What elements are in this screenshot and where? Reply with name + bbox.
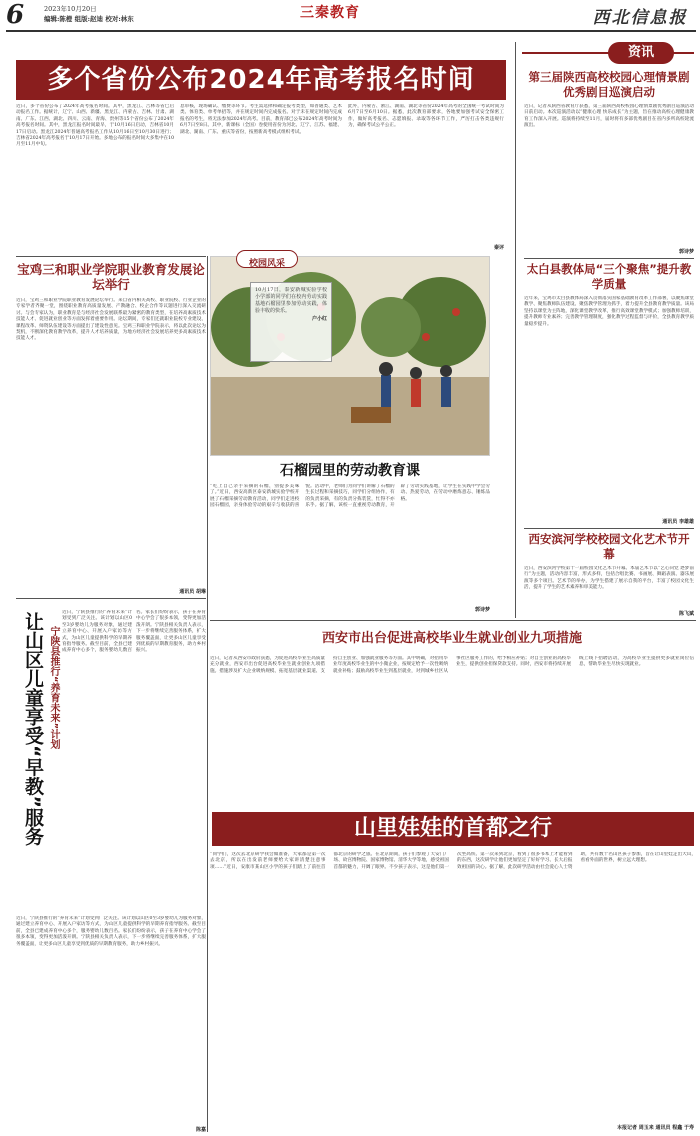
ningshan-signature: 陈嘉: [195, 1127, 206, 1133]
logo-text: 西北信息报: [592, 7, 688, 28]
divider: [210, 620, 696, 621]
page-number: 6: [6, 0, 25, 30]
photo-caption: 10月17日，泰安新城实验学校小学部的同学们在校内劳动实践基地石榴园里参加劳动实践，体验丰收的快乐。: [255, 287, 327, 314]
news-item3-signature: 陈飞斌: [678, 611, 694, 617]
shiliu-title: 石榴园里的劳动教育课: [280, 463, 420, 479]
photo-credit: 户小红: [311, 316, 327, 322]
baoji-body: 近日，宝鸡三和职业学院职业教育发展论坛举行。来自省内相关高校、职业院校、行业企业的专家学者齐聚一堂，围绕职业教育高质量发展、产教融合、校企合作等议题进行深入交流研讨。与会专家认为，职业教育是与经济社会发展联系最为紧密的教育类型，在培养高素质技术技能人才、促进就业创业等方面发挥着重要作用。论坛期间，专家们还就职业院校专业建设、课程改革、师资队伍建设等方面提出了建设性意见。宝鸡三和职业学院表示，将以此次论坛为契机，不断深化教育教学改革，提升人才培养质量，为地方经济社会发展培养更多高素质技术技能人才。: [16, 298, 206, 342]
column-rule: [515, 42, 516, 618]
divider: [16, 256, 206, 257]
lead-col-3: 此外，内蒙古、浙江、湖南、湖北等省份2024年高考的全国统一考试时间为6月7日至6月10日。据悉，此次教育部要求，各地要加强考试安全保密工作，做好高考报名、志愿填报、录取等各环节工作，严厉打击各类违规行为，确保考试公平公正。: [348, 104, 504, 129]
news-item2-signature: 通讯员 李雄雄: [662, 519, 694, 525]
shanli-body: “同学们，这次去北京研学我会做准备，大家都是第一次去北京，所以在出发前老师要给大家讲清楚注意事项……”近日，安康市某山区小学的孩子们踏上了前往首都北京的研学之旅。在北京期间，孩子们参观了天安门广场、故宫博物院、国家博物馆、清华大学等地，感受祖国首都的魅力，开阔了眼界。不少孩子表示，这是他们第一次坐高铁、第一次来到北京，看到了很多书本上才能看到的东西，这次研学让他们更加坚定了好好学习、长大后报效祖国的决心。据了解，此次研学活动由社会爱心人士资助，共有数十名山区孩子参加，旨在让山里娃走出大山，看看外面的世界，树立远大理想。: [210, 852, 696, 870]
lead-signature: 秦评: [493, 245, 504, 251]
section-title: 三秦教育: [300, 5, 360, 21]
lead-col-1: 近日，多个省份公布了2024年高考报名时间。其中，黑龙江、吉林等省已启动报名工作。据统计，辽宁、山西、新疆、黑龙江、内蒙古、吉林、甘肃、湖南、广东、江西、湖北、四川、云南、青海、贵州等15个省份公布了2024年高考报名时间。其中，黑龙江报名时间最早，于10月16日启动，吉林省10月17日启动。黑龙江2024年普通高考报名工作从10月16日至10月30日进行；吉林省2024年高考报名于10月17日开始。多地公布的报名时间大多集中在10月至11月中旬。: [16, 104, 174, 148]
news-item1-signature: 郭诗梦: [678, 249, 694, 255]
lead-title: 多个省份公布2024年高考报名时间: [47, 65, 475, 95]
divider: [524, 258, 694, 259]
lead-col-2: 息审核，现场确认、缴费等环节。考生需选择和确定报考类型，如普通类、艺术类、体育类、单考单招等，并在规定时间内完成报名。对于未在规定时间内完成报名的考生，将无法参加2024年高考。目前，教育部已公布2024年高考时间为6月7日至8日。其中，新课标（全国）卷使用省份为河北、辽宁、江苏、福建、湖北、湖南、广东、重庆等省份，按照新高考模式组织考试。: [180, 104, 342, 135]
photo-badge: [236, 250, 298, 268]
photo-caption-box: [250, 282, 332, 362]
baoji-signature: 通讯员 胡琳: [179, 589, 206, 595]
ningshan-kicker: 宁陕县推行“养育未来”计划: [48, 626, 59, 750]
news-item1-title: 第三届陕西高校校园心理情景剧优秀剧目巡演启动: [528, 70, 690, 99]
newspaper-logo: [585, 0, 695, 30]
ningshan-body: 近日，宁陕县推行的“养育未来”计划受到广泛关注。该计划以山区0至3岁婴幼儿为服务对象，通过建立养育中心、开展入户家访等方式，为山区儿童提供科学的早期养育指导服务。截至目前，全县已建成养育中心多个，服务婴幼儿数百名。家长们纷纷表示，孩子在养育中心学会了很多本领，变得更加活泼开朗。宁陕县相关负责人表示，下一步将继续完善服务体系，扩大服务覆盖面，让更多山区儿童享受到优质的早期教育服务，助力乡村振兴。: [62, 610, 206, 654]
baoji-title: 宝鸡三和职业学院职业教育发展论坛举行: [17, 262, 205, 292]
news-item3-title: 西安滨河学校校园文化艺术节开幕: [528, 532, 690, 561]
column-rule: [207, 256, 208, 1132]
ningshan-title: 让山区儿童享受“早教”服务: [22, 612, 44, 846]
news-item2-body: 近年来，宝鸡市太白县教体局深入贯彻落实国家基础教育改革工作部署，以聚焦课堂教学、聚焦教师队伍建设、聚焦教学管理为抓手，着力提升全县教育教学质量。该局坚持以课堂为主阵地，深化课堂教学改革，推行高效课堂教学模式；加强教师培训，提升教师专业素养；完善教学管理制度，强化教学过程监督与评价，全县教育教学质量稳步提升。: [524, 296, 694, 327]
xian-body: 近日，记者从西安市政府获悉，为促进高校毕业生高质量充分就业，西安市出台促进高校毕业生就业创业九项措施。措施涉及扩大企业吸纳规模、拓宽基层就业渠道、支持自主创业、加强就业服务等方面。其中明确，对招用毕业年度高校毕业生的中小微企业，按规定给予一次性吸纳就业补贴；鼓励高校毕业生到基层就业，对到城乡社区从事社区服务工作的，给予相应补贴；对自主创业的高校毕业生，提供创业担保贷款支持。同时，西安市将持续开展线上线下招聘活动，为高校毕业生提供更多就业岗位信息，帮助毕业生尽快实现就业。: [210, 656, 694, 674]
photo-badge-text: 校园风采: [248, 259, 285, 269]
news-item1-body: 近日，记者从陕西省教育厅获悉，第三届陕西高校校园心理情景剧优秀剧目巡演活动日前启动。本次巡演活动以“健康心理 快乐成长”为主题，旨在推动高校心理健康教育工作深入开展。巡演将持续至11月，届时将有多部优秀剧目在省内多所高校轮流演出。: [524, 104, 694, 129]
news-tab: 资讯: [608, 42, 674, 64]
divider: [16, 598, 206, 599]
ningshan-body-continued: 近日，宁陕县推行的“养育未来”计划受到广泛关注。该计划以山区0至3岁婴幼儿为服务对象，通过建立养育中心、开展入户家访等方式，为山区儿童提供科学的早期养育指导服务。截至目前，全县已建成养育中心多个，服务婴幼儿数百名。家长们纷纷表示，孩子在养育中心学会了很多本领，变得更加活泼开朗。宁陕县相关负责人表示，下一步将继续完善服务体系，扩大服务覆盖面，让更多山区儿童享受到优质的早期教育服务，助力乡村振兴。: [16, 916, 206, 947]
header-divider: [6, 30, 696, 32]
issue-date: 2023年10月20日: [44, 5, 97, 13]
news-item3-body: 近日，西安滨河学校第十一届校园文化艺术节开幕。本届艺术节以“艺心向党 逐梦前行”为主题，活动内容丰富，形式多样，包括合唱比赛、书画展、舞蹈表演、器乐展演等多个项目。艺术节的举办，为学生搭建了展示自我的平台，丰富了校园文化生活，提升了学生的艺术素养和审美能力。: [524, 566, 694, 591]
divider: [524, 528, 694, 529]
news-item2-title: 太白县教体局“三个聚焦”提升教学质量: [526, 262, 692, 291]
editor-credits: 编辑:陈橙 组版:赵迪 校对:林东: [44, 15, 134, 23]
shanli-signature: 本报记者 周玉来 通讯员 程鑫 于寿: [617, 1125, 694, 1131]
shiliu-body: “吃上自己亲手采摘的石榴，别提多美味了。”近日，西安高新区泰安新城实验学校开展了石榴采摘劳动教育活动，同学们走进校园石榴园，亲身体验劳动的艰辛与收获的喜悦。活动中，老师们为同学们讲解了石榴的生长过程和采摘技巧，同学们分组协作，有的负责采摘，有的负责分拣装筐，忙得不亦乐乎。据了解，该校一直重视劳动教育，开辟了劳动实践基地，让学生在实践中学会劳动、热爱劳动，在劳动中磨炼意志、锤炼品格。: [210, 484, 490, 509]
shanli-title: 山里娃娃的首都之行: [353, 816, 552, 841]
xian-title: 西安市出台促进高校毕业生就业创业九项措施: [321, 631, 582, 646]
shiliu-signature: 郭诗梦: [474, 607, 490, 613]
